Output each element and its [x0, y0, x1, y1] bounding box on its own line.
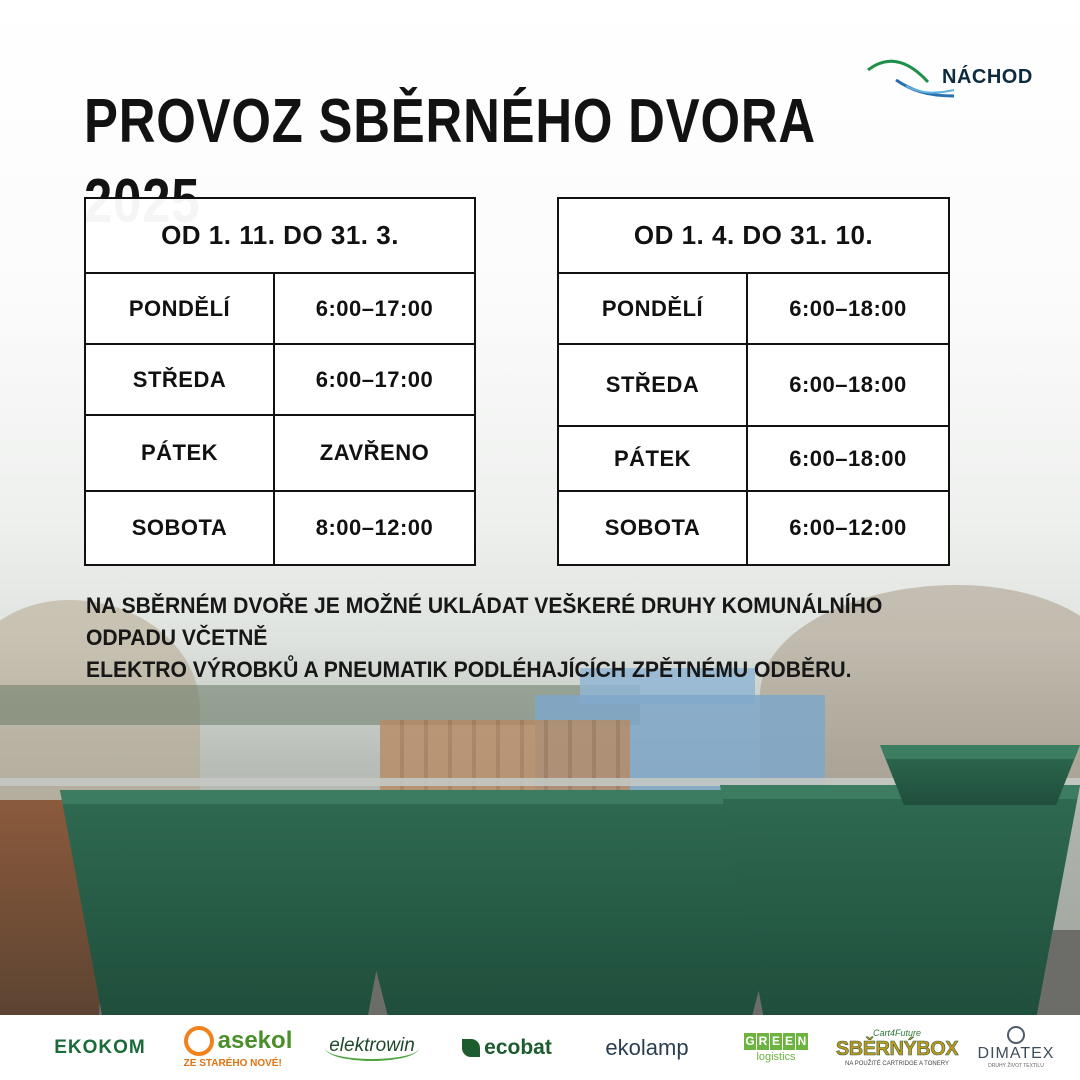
- table-header-row: [86, 199, 474, 272]
- ekokom-text: EKOKOM: [54, 1036, 146, 1058]
- day-cell: STŘEDA: [86, 345, 275, 414]
- ekolamp-logo: [592, 1015, 702, 1080]
- hours-cell: 6:00–18:00: [789, 295, 907, 321]
- hours-cell: 6:00–18:00: [789, 445, 907, 471]
- day-cell: PONDĚLÍ: [86, 274, 275, 343]
- green-letter: E: [784, 1033, 793, 1048]
- day-cell: PONDĚLÍ: [559, 274, 748, 343]
- table-header-row: [559, 199, 948, 272]
- table-row: [86, 343, 474, 414]
- green-letter: E: [771, 1033, 780, 1048]
- elektrowin-logo: [312, 1015, 432, 1080]
- green-skip-4: [880, 745, 1080, 805]
- ecobat-logo: [444, 1015, 570, 1080]
- green-skip-3: [720, 785, 1080, 1015]
- ekolamp-text: ekolamp: [605, 1034, 689, 1060]
- period-heading: OD 1. 11. DO 31. 3.: [161, 220, 399, 250]
- day-cell: SOBOTA: [559, 492, 748, 564]
- hours-cell: 6:00–17:00: [315, 295, 434, 321]
- day-cell: SOBOTA: [86, 492, 275, 564]
- sberny-top: Cart4Future: [872, 1028, 922, 1038]
- asekol-face-icon: [184, 1026, 214, 1056]
- page-title: PROVOZ SBĚRNÉHO DVORA: [84, 87, 815, 156]
- leaf-icon: [462, 1039, 480, 1057]
- table-row: [86, 490, 474, 564]
- table-row: [559, 343, 948, 425]
- hours-cell: 8:00–12:00: [315, 515, 434, 540]
- green-sub: logistics: [756, 1050, 796, 1063]
- table-row: [559, 425, 948, 490]
- hours-cell: 6:00–17:00: [315, 366, 434, 392]
- asekol-logo: [178, 1015, 298, 1080]
- asekol-name: asekol: [217, 1027, 293, 1054]
- info-note-line-2: ELEKTRO VÝROBKŮ A PNEUMATIK PODLÉHAJÍCÍCH ZPĚTNÉMU ODBĚRU.: [86, 657, 852, 682]
- sberny-box-logo: [835, 1015, 959, 1080]
- day-cell: PÁTEK: [559, 427, 748, 490]
- dimatex-name: DIMATEX: [977, 1045, 1055, 1062]
- dimatex-sub: DRUHÝ ŽIVOT TEXTILU: [988, 1063, 1044, 1069]
- partner-logos: [0, 1015, 1080, 1080]
- sberny-sub: NA POUŽITÉ CARTRIDGE A TONERY: [845, 1061, 949, 1067]
- elektrowin-text: elektrowin: [325, 1035, 419, 1061]
- info-note: [86, 590, 931, 686]
- sberny-main: SBĚRNÝBOX: [835, 1038, 959, 1060]
- table-row: [86, 414, 474, 490]
- info-note-line-1: NA SBĚRNÉM DVOŘE JE MOŽNÉ UKLÁDAT VEŠKERÉ DRUHY KOMUNÁLNÍHO ODPADU VČETNĚ: [86, 593, 883, 650]
- hours-cell: ZAVŘENO: [319, 440, 430, 465]
- schedule-table-winter: [84, 197, 476, 566]
- asekol-slogan: ZE STARÉHO NOVÉ!: [183, 1058, 282, 1069]
- ekokom-logo: [30, 1015, 170, 1080]
- table-row: [559, 490, 948, 564]
- ecobat-text: ecobat: [484, 1035, 552, 1059]
- table-row: [559, 272, 948, 343]
- day-cell: PÁTEK: [86, 416, 275, 490]
- hours-cell: 6:00–18:00: [789, 372, 907, 397]
- green-letter: N: [797, 1033, 807, 1048]
- schedule-table-summer: [557, 197, 950, 566]
- green-letter: R: [758, 1033, 768, 1048]
- hours-cell: 6:00–12:00: [789, 515, 907, 540]
- period-heading: OD 1. 4. DO 31. 10.: [633, 220, 874, 250]
- green-logistics-logo: [724, 1015, 828, 1080]
- day-cell: STŘEDA: [559, 345, 748, 425]
- table-row: [86, 272, 474, 343]
- dimatex-logo: [966, 1015, 1066, 1080]
- dimatex-mark-icon: [1007, 1026, 1025, 1044]
- green-letter: G: [745, 1033, 755, 1048]
- logo-text: NÁCHOD: [942, 66, 1033, 88]
